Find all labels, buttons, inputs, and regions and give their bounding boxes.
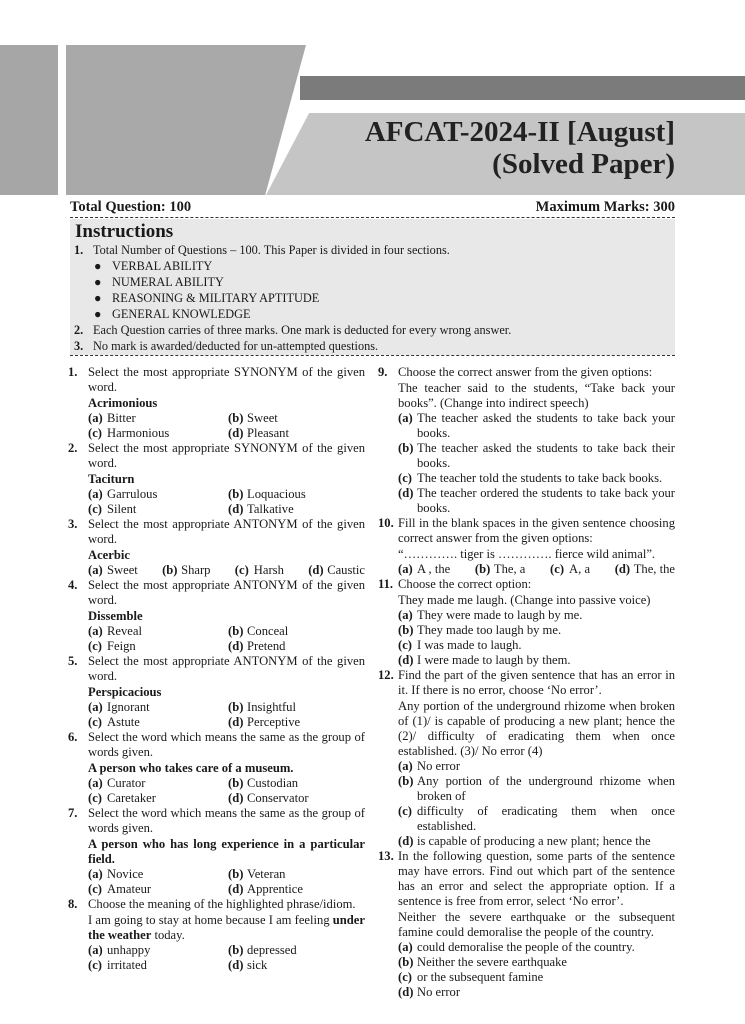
option-a: (a) unhappy — [88, 943, 151, 957]
option-c: (c) Amateur — [88, 882, 152, 896]
instruction-item: 3. No mark is awarded/deducted for un-attempted questions. — [74, 339, 379, 353]
question-sentence: The teacher said to the students, “Take back your books”. (Change into indirect speech) — [398, 381, 675, 410]
option-c: (c) Feign — [88, 639, 136, 653]
question: 5. Select the most appropriate ANTONYM of the given word. Perspicacious (a) Ignorant (b) Insightful (c) Astute (d) Perceptive — [68, 654, 365, 730]
bullet-icon: ● — [94, 275, 102, 289]
instruction-item: 2. Each Question carries of three marks. One mark is deducted for every wrong answer. — [74, 323, 512, 337]
section-item: ● VERBAL ABILITY — [94, 259, 213, 273]
question-sentence: Any portion of the underground rhizome when broken of (1)/ is capable of producing a new plant; hence the (2)/ difficulty of eradicating them when once established. (3)/ No error (4) — [398, 699, 675, 758]
page-title: AFCAT-2024-II [August] (Solved Paper) — [364, 116, 675, 180]
option-d: (d) Pretend — [228, 639, 286, 653]
option-c: (c) A, a — [550, 562, 591, 576]
option-c: (c) Silent — [88, 502, 137, 516]
section-item: ● GENERAL KNOWLEDGE — [94, 307, 251, 321]
totals-row — [70, 199, 675, 216]
section-item: ● REASONING & MILITARY APTITUDE — [94, 291, 320, 305]
question: 13. In the following question, some parts of the sentence may have errors. Find out which part of the sentence has an error and select the appropriate option. If a sentence is free from error, select ‘No error’. Neither the severe earthquake or the subsequent famine could demoralise the people of the country. (a) could demoralise the people of the country. (b) Neither the severe earthquake (c) or the subsequent famine (d) No error — [378, 849, 675, 999]
option-c: (c) Caretaker — [88, 791, 156, 805]
option-a: (a) No error — [398, 759, 461, 773]
question: 10. Fill in the blank spaces in the given sentence choosing correct answer from the given options: “…………. tiger is …………. fierce wild animal”. (a) A , the (b) The, a (c) A, a (d) The, the — [378, 516, 675, 576]
question-sentence: I am going to stay at home because I am feeling under the weather today. — [88, 913, 365, 942]
option-d: (d) is capable of producing a new plant; hence the — [398, 834, 651, 848]
header-banner — [0, 0, 745, 200]
option-b: (b) Any portion of the underground rhizome when broken of — [398, 774, 675, 803]
question: 2. Select the most appropriate SYNONYM of the given word. Taciturn (a) Garrulous (b) Loquacious (c) Silent (d) Talkative — [68, 441, 365, 517]
option-a: (a) Novice — [88, 867, 144, 881]
option-b: (b) Custodian — [228, 776, 299, 790]
bullet-icon: ● — [94, 307, 102, 321]
banner-stripe-dark — [300, 76, 745, 100]
option-a: (a) Reveal — [88, 624, 142, 638]
option-a: (a) Garrulous — [88, 487, 158, 501]
option-c: (c) Astute — [88, 715, 140, 729]
instruction-item: 1. Total Number of Questions – 100. This Paper is divided in four sections. — [74, 243, 450, 257]
option-c: (c) The teacher told the students to take back books. — [398, 471, 663, 485]
option-b: (b) Conceal — [228, 624, 289, 638]
option-b: (b) The, a — [474, 562, 526, 576]
question: 1. Select the most appropriate SYNONYM of the given word. Acrimonious (a) Bitter (b) Sweet (c) Harmonious (d) Pleasant — [68, 365, 365, 441]
option-b: (b) Sharp — [162, 563, 211, 577]
option-d: (d) The, the — [614, 562, 675, 576]
option-b: (b) They made too laugh by me. — [398, 623, 562, 637]
option-c: (c) Harsh — [234, 563, 284, 577]
option-c: (c) irritated — [88, 958, 147, 972]
option-a: (a) They were made to laugh by me. — [398, 608, 583, 622]
question: 4. Select the most appropriate ANTONYM of the given word. Dissemble (a) Reveal (b) Conceal (c) Feign (d) Pretend — [68, 578, 365, 654]
question: 11. Choose the correct option: They made me laugh. (Change into passive voice) (a) They were made to laugh by me. (b) They made too laugh by me. (c) I was made to laugh. (d) I were made to laugh by them. — [378, 577, 675, 668]
divider-bottom — [70, 355, 675, 356]
option-a: (a) The teacher asked the students to take back your books. — [398, 411, 675, 440]
banner-stripe-left — [0, 45, 58, 195]
section-item: ● NUMERAL ABILITY — [94, 275, 224, 289]
option-c: (c) Harmonious — [88, 426, 170, 440]
questions-left-column — [68, 365, 365, 973]
banner-stripe-slant — [66, 45, 306, 195]
option-a: (a) Bitter — [88, 411, 136, 425]
option-c: (c) difficulty of eradicating them when once established. — [398, 804, 675, 833]
option-b: (b) Veteran — [228, 867, 286, 881]
total-questions: Total Question: 100 — [70, 199, 192, 215]
maximum-marks: Maximum Marks: 300 — [535, 199, 675, 215]
option-b: (b) Loquacious — [228, 487, 306, 501]
questions-right-column — [378, 365, 675, 1000]
option-b: (b) depressed — [228, 943, 297, 957]
option-a: (a) Curator — [88, 776, 146, 790]
option-d: (d) Perceptive — [228, 715, 301, 729]
question: 8. Choose the meaning of the highlighted phrase/idiom. I am going to stay at home because I am feeling under the weather today. (a) unhappy (b) depressed (c) irritated (d) sick — [68, 897, 365, 973]
option-d: (d) Caustic — [308, 563, 365, 577]
question: 12. Find the part of the given sentence that has an error in it. If there is no error, choose ‘No error’. Any portion of the underground rhizome when broken of (1)/ is capable of producing a new plant; hence the (2)/ difficulty of eradicating them when once established. (3)/ No error (4) (a) No error (b) Any portion of the underground rhizome when broken of (c) difficulty of eradicating them when once established. (d) is capable of producing a new plant; hence the — [378, 668, 675, 848]
option-d: (d) Pleasant — [228, 426, 289, 440]
question-sentence: Neither the severe earthquake or the subsequent famine could demoralise the people of the country. — [398, 910, 675, 939]
option-a: (a) Sweet — [88, 563, 138, 577]
option-c: (c) or the subsequent famine — [398, 970, 544, 984]
question: 3. Select the most appropriate ANTONYM of the given word. Acerbic (a) Sweet (b) Sharp (c) Harsh (d) Caustic — [68, 517, 365, 577]
question: 9. Choose the correct answer from the given options: The teacher said to the students, “Take back your books”. (Change into indirect speech) (a) The teacher asked the students to take back your books. (b) The teacher asked the students to take back their books. (c) The teacher told the students to take back books. (d) The teacher ordered the students to take back your books. — [378, 365, 675, 515]
option-a: (a) A , the — [398, 562, 451, 576]
question-sentence: “…………. tiger is …………. fierce wild animal”. — [398, 547, 656, 561]
option-d: (d) No error — [398, 985, 461, 999]
option-d: (d) I were made to laugh by them. — [398, 653, 571, 667]
question: 6. Select the word which means the same as the group of words given. A person who takes care of a museum. (a) Curator (b) Custodian (c) Caretaker (d) Conservator — [68, 730, 365, 806]
option-d: (d) Talkative — [228, 502, 294, 516]
option-a: (a) could demoralise the people of the country. — [398, 940, 635, 954]
option-d: (d) sick — [228, 958, 268, 972]
question-sentence: They made me laugh. (Change into passive voice) — [398, 593, 651, 607]
bullet-icon: ● — [94, 291, 102, 305]
option-b: (b) Sweet — [228, 411, 278, 425]
question: 7. Select the word which means the same as the group of words given. A person who has long experience in a particular field. (a) Novice (b) Veteran (c) Amateur (d) Apprentice — [68, 806, 365, 897]
option-d: (d) Conservator — [228, 791, 309, 805]
option-d: (d) The teacher ordered the students to take back your books. — [398, 486, 675, 515]
instructions-heading: Instructions — [75, 221, 174, 242]
option-b: (b) The teacher asked the students to take back their books. — [398, 441, 675, 470]
divider-top — [70, 217, 675, 218]
option-d: (d) Apprentice — [228, 882, 303, 896]
option-c: (c) I was made to laugh. — [398, 638, 522, 652]
option-b: (b) Neither the severe earthquake — [398, 955, 567, 969]
bullet-icon: ● — [94, 259, 102, 273]
option-b: (b) Insightful — [228, 700, 296, 714]
option-a: (a) Ignorant — [88, 700, 150, 714]
